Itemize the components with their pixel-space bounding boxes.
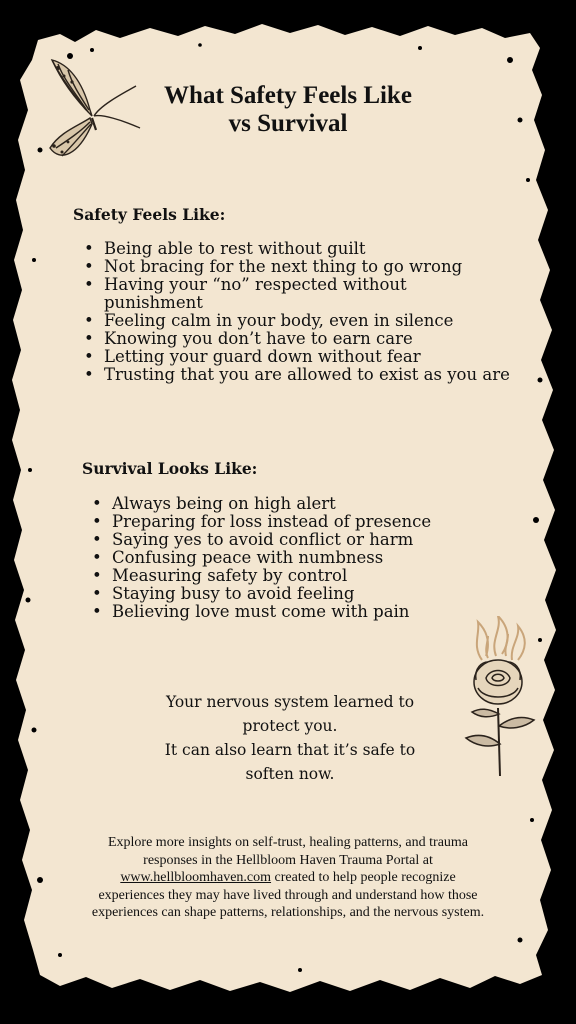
footer-note bbox=[88, 834, 488, 922]
title-line-2: vs Survival bbox=[228, 110, 348, 137]
list-item: • Saying yes to avoid conflict or harm bbox=[88, 531, 508, 549]
list-item: • Trusting that you are allowed to exist as you are bbox=[80, 366, 514, 384]
list-item: • Staying busy to avoid feeling bbox=[88, 585, 508, 603]
message-line-3: It can also learn that it’s safe to bbox=[164, 741, 416, 759]
footer-text-after-link: created to help people recognize experiences they may have lived through and understand how those experiences can shape patterns, relationships, and the nervous system. bbox=[91, 870, 485, 920]
title-line-1: What Safety Feels Like bbox=[164, 82, 412, 109]
safety-list bbox=[80, 239, 510, 384]
closing-message bbox=[130, 690, 450, 786]
safety-heading: Safety Feels Like: bbox=[73, 205, 226, 224]
list-item: • Knowing you don’t have to earn care bbox=[80, 330, 500, 348]
list-item: • Believing love must come with pain bbox=[88, 603, 508, 621]
list-item: • Having your “no” respected without punishment bbox=[80, 276, 424, 312]
website-link[interactable]: www.hellbloomhaven.com bbox=[120, 870, 272, 885]
list-item: • Letting your guard down without fear bbox=[80, 348, 500, 366]
list-item: • Feeling calm in your body, even in silence bbox=[80, 312, 500, 330]
list-item: • Confusing peace with numbness bbox=[88, 549, 508, 567]
list-item: • Being able to rest without guilt bbox=[80, 240, 500, 258]
survival-heading: Survival Looks Like: bbox=[82, 459, 258, 478]
survival-list bbox=[88, 495, 508, 621]
burning-rose-icon bbox=[458, 616, 540, 778]
list-item: • Always being on high alert bbox=[88, 495, 508, 513]
footer-text-before-link: Explore more insights on self-trust, healing patterns, and trauma responses in the Hellbloom Haven Trauma Portal at bbox=[107, 835, 469, 868]
message-line-2: protect you. bbox=[242, 717, 338, 735]
list-item: • Preparing for loss instead of presence bbox=[88, 513, 508, 531]
page-title bbox=[118, 82, 458, 138]
message-line-4: soften now. bbox=[245, 765, 335, 783]
list-item: • Measuring safety by control bbox=[88, 567, 508, 585]
message-line-1: Your nervous system learned to bbox=[165, 693, 415, 711]
list-item: • Not bracing for the next thing to go wrong bbox=[80, 258, 500, 276]
